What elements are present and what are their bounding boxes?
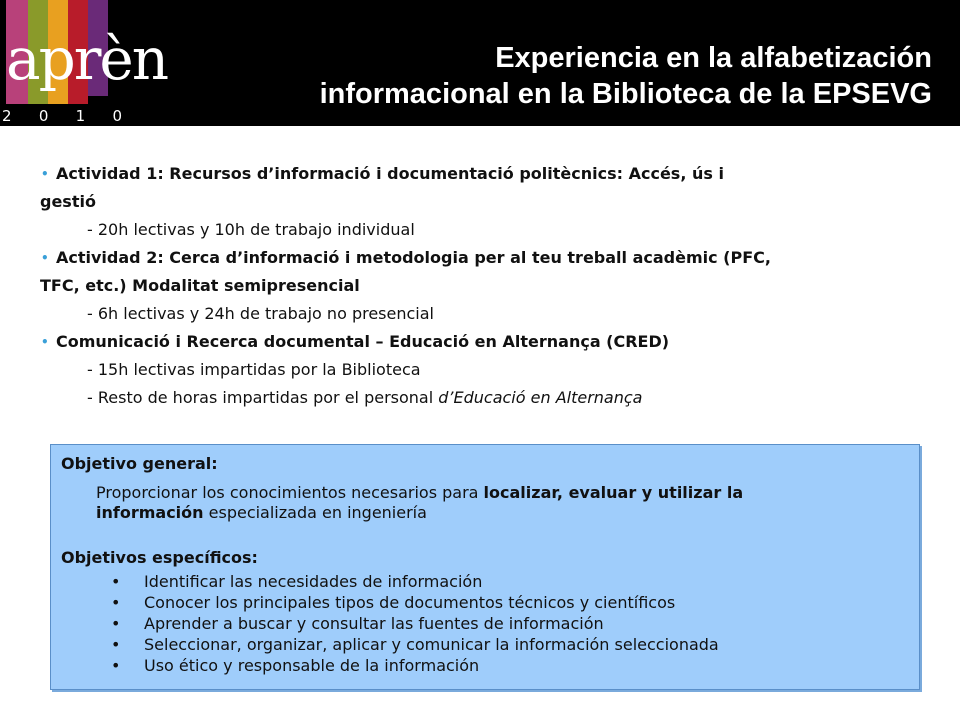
title-line-1: Experiencia en la alfabetización <box>495 42 932 74</box>
bullet-icon: • <box>111 635 121 654</box>
activities-list <box>40 160 920 412</box>
apren-2010-logo <box>0 0 168 126</box>
activity-1-title-b: gestió <box>40 192 96 211</box>
list-item-text: Seleccionar, organizar, aplicar y comunicar la información seleccionada <box>144 635 719 654</box>
title-line-2: informacional en la Biblioteca de la EPSEVG <box>319 78 932 110</box>
bullet-icon: • <box>41 335 49 349</box>
logo-word: aprèn <box>6 25 168 93</box>
specific-objectives-list <box>111 571 719 676</box>
bullet-icon: • <box>111 656 121 675</box>
activity-1-detail: - 20h lectivas y 10h de trabajo individual <box>87 220 415 239</box>
general-objective-heading: Objetivo general: <box>61 454 218 473</box>
activity-1-title-a: Actividad 1: Recursos d’informació i documentació politècnics: Accés, ús i <box>56 164 724 183</box>
specific-objectives-heading: Objetivos específicos: <box>61 548 258 567</box>
activity-3-detail-2-italic: d’Educació en Alternança <box>438 388 643 407</box>
list-item-text: Identificar las necesidades de información <box>144 572 483 591</box>
logo-year-digit: 2 <box>2 107 12 125</box>
activity-3-detail-2 <box>40 384 920 412</box>
list-item-text: Conocer los principales tipos de documentos técnicos y científicos <box>144 593 676 612</box>
list-item <box>111 634 719 655</box>
page-title <box>320 40 932 112</box>
bullet-icon: • <box>41 251 49 265</box>
bullet-icon: • <box>111 572 121 591</box>
header-banner <box>0 0 960 126</box>
list-item-text: Aprender a buscar y consultar las fuentes de información <box>144 614 604 633</box>
general-objective-post: especializada en ingeniería <box>203 503 427 522</box>
logo-year-digit: 0 <box>112 107 122 125</box>
list-item-text: Uso ético y responsable de la información <box>144 656 480 675</box>
general-objective-pre: Proporcionar los conocimientos necesarios para <box>96 483 484 502</box>
general-objective-bold-2: información <box>96 503 204 522</box>
activity-3-detail-2-text: - Resto de horas impartidas por el personal <box>87 388 439 407</box>
bullet-icon: • <box>41 167 49 181</box>
activity-3-title <box>40 328 920 356</box>
bullet-icon: • <box>111 614 121 633</box>
activity-2-detail: - 6h lectivas y 24h de trabajo no presencial <box>87 304 434 323</box>
bullet-icon: • <box>111 593 121 612</box>
activity-2-title-b: TFC, etc.) Modalitat semipresencial <box>40 276 360 295</box>
list-item <box>111 613 719 634</box>
logo-year-digit: 1 <box>75 107 86 125</box>
activity-1-title <box>40 160 920 216</box>
list-item <box>111 571 719 592</box>
activity-3-detail-1: - 15h lectivas impartidas por la Biblioteca <box>87 360 421 379</box>
logo-year-digit: 0 <box>38 107 49 125</box>
logo-year <box>2 107 122 125</box>
activity-2-title <box>40 244 920 300</box>
list-item <box>111 592 719 613</box>
objectives-box <box>50 444 920 690</box>
list-item <box>111 655 719 676</box>
activity-3-title-a: Comunicació i Recerca documental – Educació en Alternança (CRED) <box>56 332 670 351</box>
general-objective-bold-1: localizar, evaluar y utilizar la <box>483 483 744 502</box>
general-objective-text <box>96 483 906 523</box>
activity-2-title-a: Actividad 2: Cerca d’informació i metodologia per al teu treball acadèmic (PFC, <box>56 248 771 267</box>
